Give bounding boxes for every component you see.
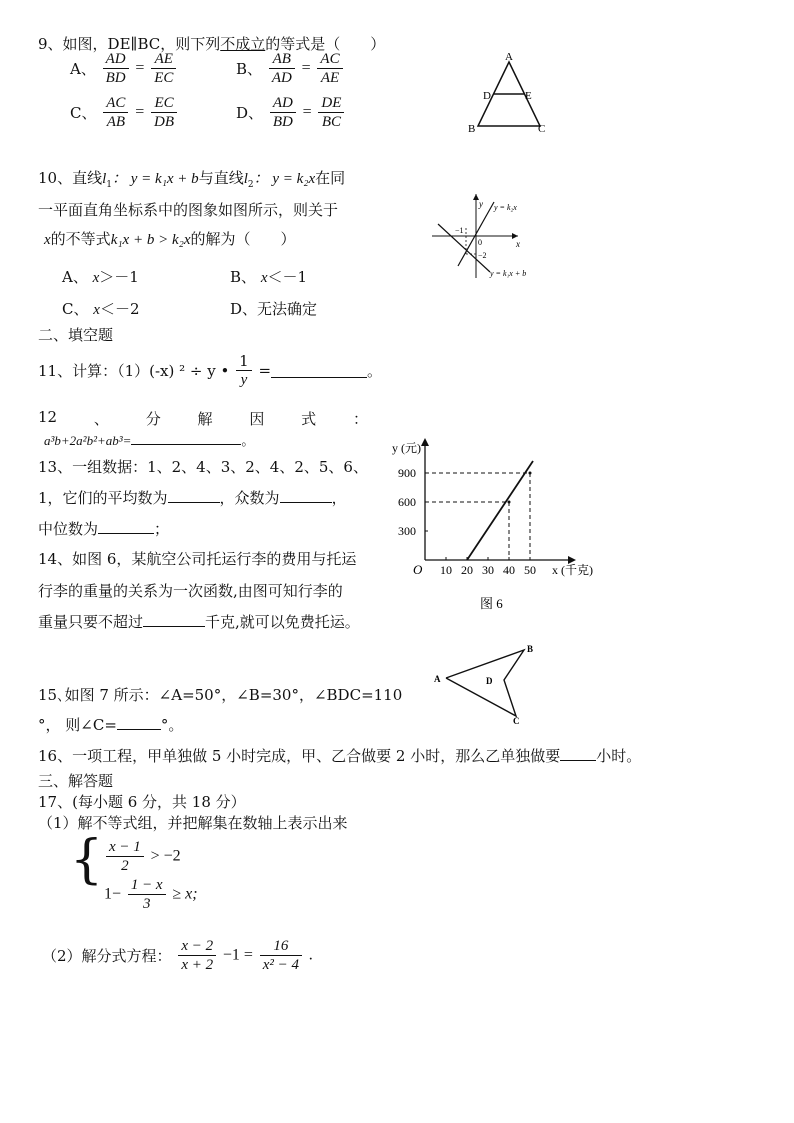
q10-line3: x的不等式k₁x + b > k₂x的解为（ ） [44,230,296,248]
q15-line1: 15､如图 7 所示：∠A=50°，∠B=30°，∠BDC=110 [38,686,403,704]
q13-line1: 13、一组数据：1、2、4、3、2、4、2、5、6、 [38,458,368,476]
label-d: D [483,90,491,102]
y-axis-arrow [421,438,429,446]
origin-label: 0 [478,238,482,247]
label-a: A [434,674,441,684]
y-label: y [479,199,483,209]
q13-line3: 中位数为 ； [38,520,170,538]
x-tick-label-50: 50 [524,563,536,577]
q12-line2: a³b+2a²b²+ab³= 。 [44,430,254,449]
label-b: B [468,123,476,135]
q17-header: 17、(每小题 6 分，共 18 分） [38,793,246,811]
q15-answer-blank[interactable] [117,715,161,730]
x-tick-label-10: 10 [440,563,452,577]
label-y-k2x: y = k₂x [494,203,517,212]
data-point-50 [529,471,532,474]
chart-axes [421,438,576,564]
x-tick-label-40: 40 [503,563,515,577]
q17-part2: （2）解分式方程： $\frac{x - 2}{x + 2}$ −1 = $\frac{16}{\text{x² − 4}}$ . [42,938,313,973]
line-k1x-b [438,224,490,272]
q14-line3: 重量只要不超过 千克,就可以免费托运。 [38,613,360,631]
q12-line1: 12 、 分 解 因 式 ： [38,408,368,428]
x-tick-label-30: 30 [482,563,494,577]
tick-minus2: −2 [478,251,487,260]
figure7-quadrilateral [428,640,548,730]
x-tick-label-20: 20 [461,563,473,577]
q9-option-b: B、 $\frac{AB}{AD}$ = $\frac{AC}{AE}$ [236,50,345,87]
q9-triangle-figure [460,48,560,138]
q15-line2: °， 则∠C= °。 [38,716,184,734]
q10-line2: 一平面直角坐标系中的图象如图所示，则关于 [38,201,339,219]
label-d: D [486,676,493,686]
q10-lines-figure [428,188,548,283]
label-c: C [538,123,546,135]
q10-option-b: B、 x＜－1 [230,268,308,286]
label-y-k1x-b: y = k₁x + b [490,269,527,278]
q11: 11、计算：（1）(-x) ² ÷ y • $\frac{1}{y}$ = 。 [38,352,383,388]
series-line [467,461,533,560]
q13-median-blank[interactable] [98,519,154,534]
q14-answer-blank[interactable] [143,612,205,627]
q11-answer-blank[interactable] [271,363,367,378]
figure6-chart [380,430,610,615]
q12-answer-blank[interactable] [131,430,241,445]
y-tick-label-600: 600 [398,494,416,509]
figure7-shape [446,650,524,716]
q13-mode-blank[interactable] [280,488,332,503]
label-b: B [527,644,534,654]
label-a: A [505,51,513,63]
q13-mean-blank[interactable] [168,488,220,503]
q14-line2: 行李的重量的关系为一次函数,由图可知行李的 [38,582,343,600]
y-tick-label-300: 300 [398,523,416,538]
q10-option-c: C、 x＜－2 [62,300,140,318]
chart-series [467,461,533,560]
chart-guides [425,473,530,560]
q9-option-a: A、 $\frac{AD}{BD}$ = $\frac{AE}{EC}$ [70,50,178,87]
system-ineq1: $\frac{x - 1}{2}$ > −2 [104,838,181,875]
data-point-40 [508,500,511,503]
system-ineq2: 1− $\frac{1 - x}{3}$ ≥ x; [104,877,198,912]
tick-minus1: −1 [455,226,464,235]
q13-line2: 1，它们的平均数为 ，众数为 ， [38,489,347,507]
label-c: C [513,716,520,726]
q9-option-c: C、 $\frac{AC}{AB}$ = $\frac{EC}{DB}$ [70,94,179,131]
chart-y-label: y (元) [392,441,421,455]
q16-answer-blank[interactable] [560,746,596,761]
q9-option-d: D、 $\frac{AD}{BD}$ = $\frac{DE}{BC}$ [236,94,346,131]
x-label: x [516,239,520,249]
y-tick-label-900: 900 [398,465,416,480]
q9-stem: 9、如图，DE∥BC，则下列不成立的等式是（ ） [38,35,386,53]
label-e: E [525,90,532,102]
q10-option-a: A、 x＞－1 [62,268,139,286]
q16: 16、一项工程，甲单独做 5 小时完成，甲、乙合做要 2 小时，那么乙单独做要 小时。 [38,747,642,765]
q10-line1: 10、直线$l_1$： y = k₁x + b与直线$l_2$： y = k₂x在同 [38,169,346,190]
chart-origin-label: O [413,562,423,577]
system-brace: { [70,830,104,890]
q14-line1: 14、如图 6，某航空公司托运行李的费用与托运 [38,550,357,568]
chart-caption: 图 6 [480,596,503,611]
chart-x-label: x (千克) [552,563,593,577]
section-fill-blank-title: 二、填空题 [38,326,114,344]
section-solve-title: 三、解答题 [38,772,114,790]
q10-option-d: D、无法确定 [230,300,318,318]
q17-part1: （1）解不等式组，并把解集在数轴上表示出来 [38,814,348,832]
